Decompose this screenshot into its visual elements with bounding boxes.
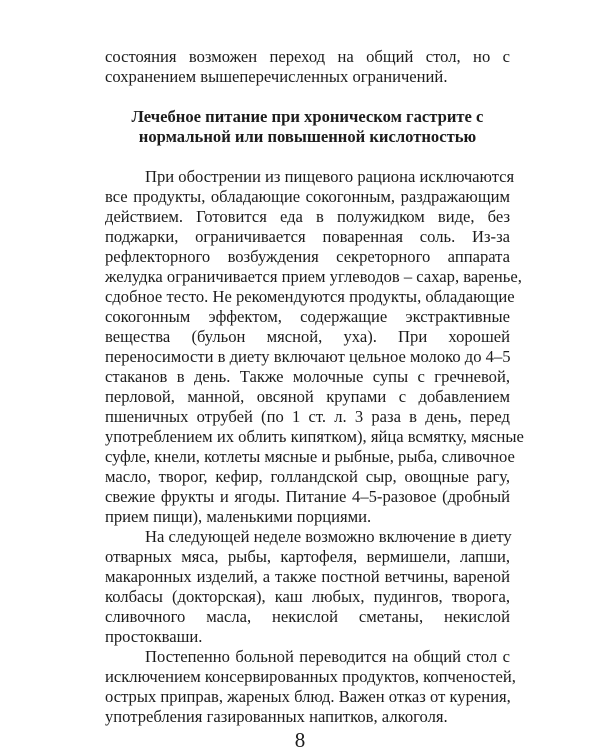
paragraph-line: желудка ограничивается прием углеводов – сахар, варенье, — [105, 267, 522, 286]
paragraph-line: свежие фрукты и ягоды. Питание 4–5-разовое (дробный — [105, 487, 510, 506]
paragraph-line: употребления газированных напитков, алкоголя. — [105, 707, 448, 726]
paragraph-line: простокваши. — [105, 627, 203, 646]
paragraph-line: прием пищи), маленькими порциями. — [105, 507, 372, 526]
paragraph-line: макаронных изделий, а также постной ветчины, вареной — [105, 567, 510, 586]
paragraph-line: все продукты, обладающие сокогонным, раздражающим — [105, 187, 510, 206]
paragraph-line: вещества (бульон мясной, уха). При хорошей — [105, 327, 510, 346]
paragraph-line: колбасы (докторская), каш любых, пудингов, творога, — [105, 587, 510, 606]
paragraph-line: При обострении из пищевого рациона исключаются — [145, 167, 515, 186]
intro-line: состояния возможен переход на общий стол, но с — [105, 47, 510, 66]
paragraph-line: сдобное тесто. Не рекомендуются продукты, обладающие — [105, 287, 515, 306]
intro-line: сохранением вышеперечисленных ограничений. — [105, 67, 448, 86]
paragraph-line: исключением консервированных продуктов, копченостей, — [105, 667, 516, 686]
paragraph-line: сокогонным эффектом, содержащие экстрактивные — [105, 307, 510, 326]
section-heading: Лечебное питание при хроническом гастрите с — [131, 107, 484, 126]
paragraph-line: острых приправ, жареных блюд. Важен отказ от курения, — [105, 687, 511, 706]
paragraph-line: Постепенно больной переводится на общий стол с — [145, 647, 510, 666]
paragraph-line: отварных мяса, рыбы, картофеля, вермишели, лапши, — [105, 547, 510, 566]
paragraph-line: стаканов в день. Также молочные супы с гречневой, — [105, 367, 510, 386]
paragraph-line: действием. Готовится еда в полужидком виде, без — [105, 207, 510, 226]
paragraph-line: суфле, кнели, котлеты мясные и рыбные, рыба, сливочное — [105, 447, 515, 466]
paragraph-line: сливочного масла, некислой сметаны, некислой — [105, 607, 510, 626]
paragraph-line: поджарки, ограничивается поваренная соль. Из-за — [105, 227, 510, 246]
section-heading: нормальной или повышенной кислотностью — [138, 127, 477, 146]
paragraph-line: масло, творог, кефир, голландской сыр, овощные рагу, — [105, 467, 510, 486]
paragraph-line: рефлекторного возбуждения секреторного аппарата — [105, 247, 510, 266]
paragraph-line: На следующей неделе возможно включение в диету — [145, 527, 512, 546]
paragraph-line: переносимости в диету включают цельное молоко до 4–5 — [105, 347, 511, 366]
page-number: 8 — [294, 728, 306, 752]
paragraph-line: употреблением их облить кипятком), яйца всмятку, мясные — [105, 427, 524, 446]
paragraph-line: перловой, манной, овсяной крупами с добавлением — [105, 387, 510, 406]
paragraph-line: пшеничных отрубей (по 1 ст. л. 3 раза в день, перед — [105, 407, 510, 426]
